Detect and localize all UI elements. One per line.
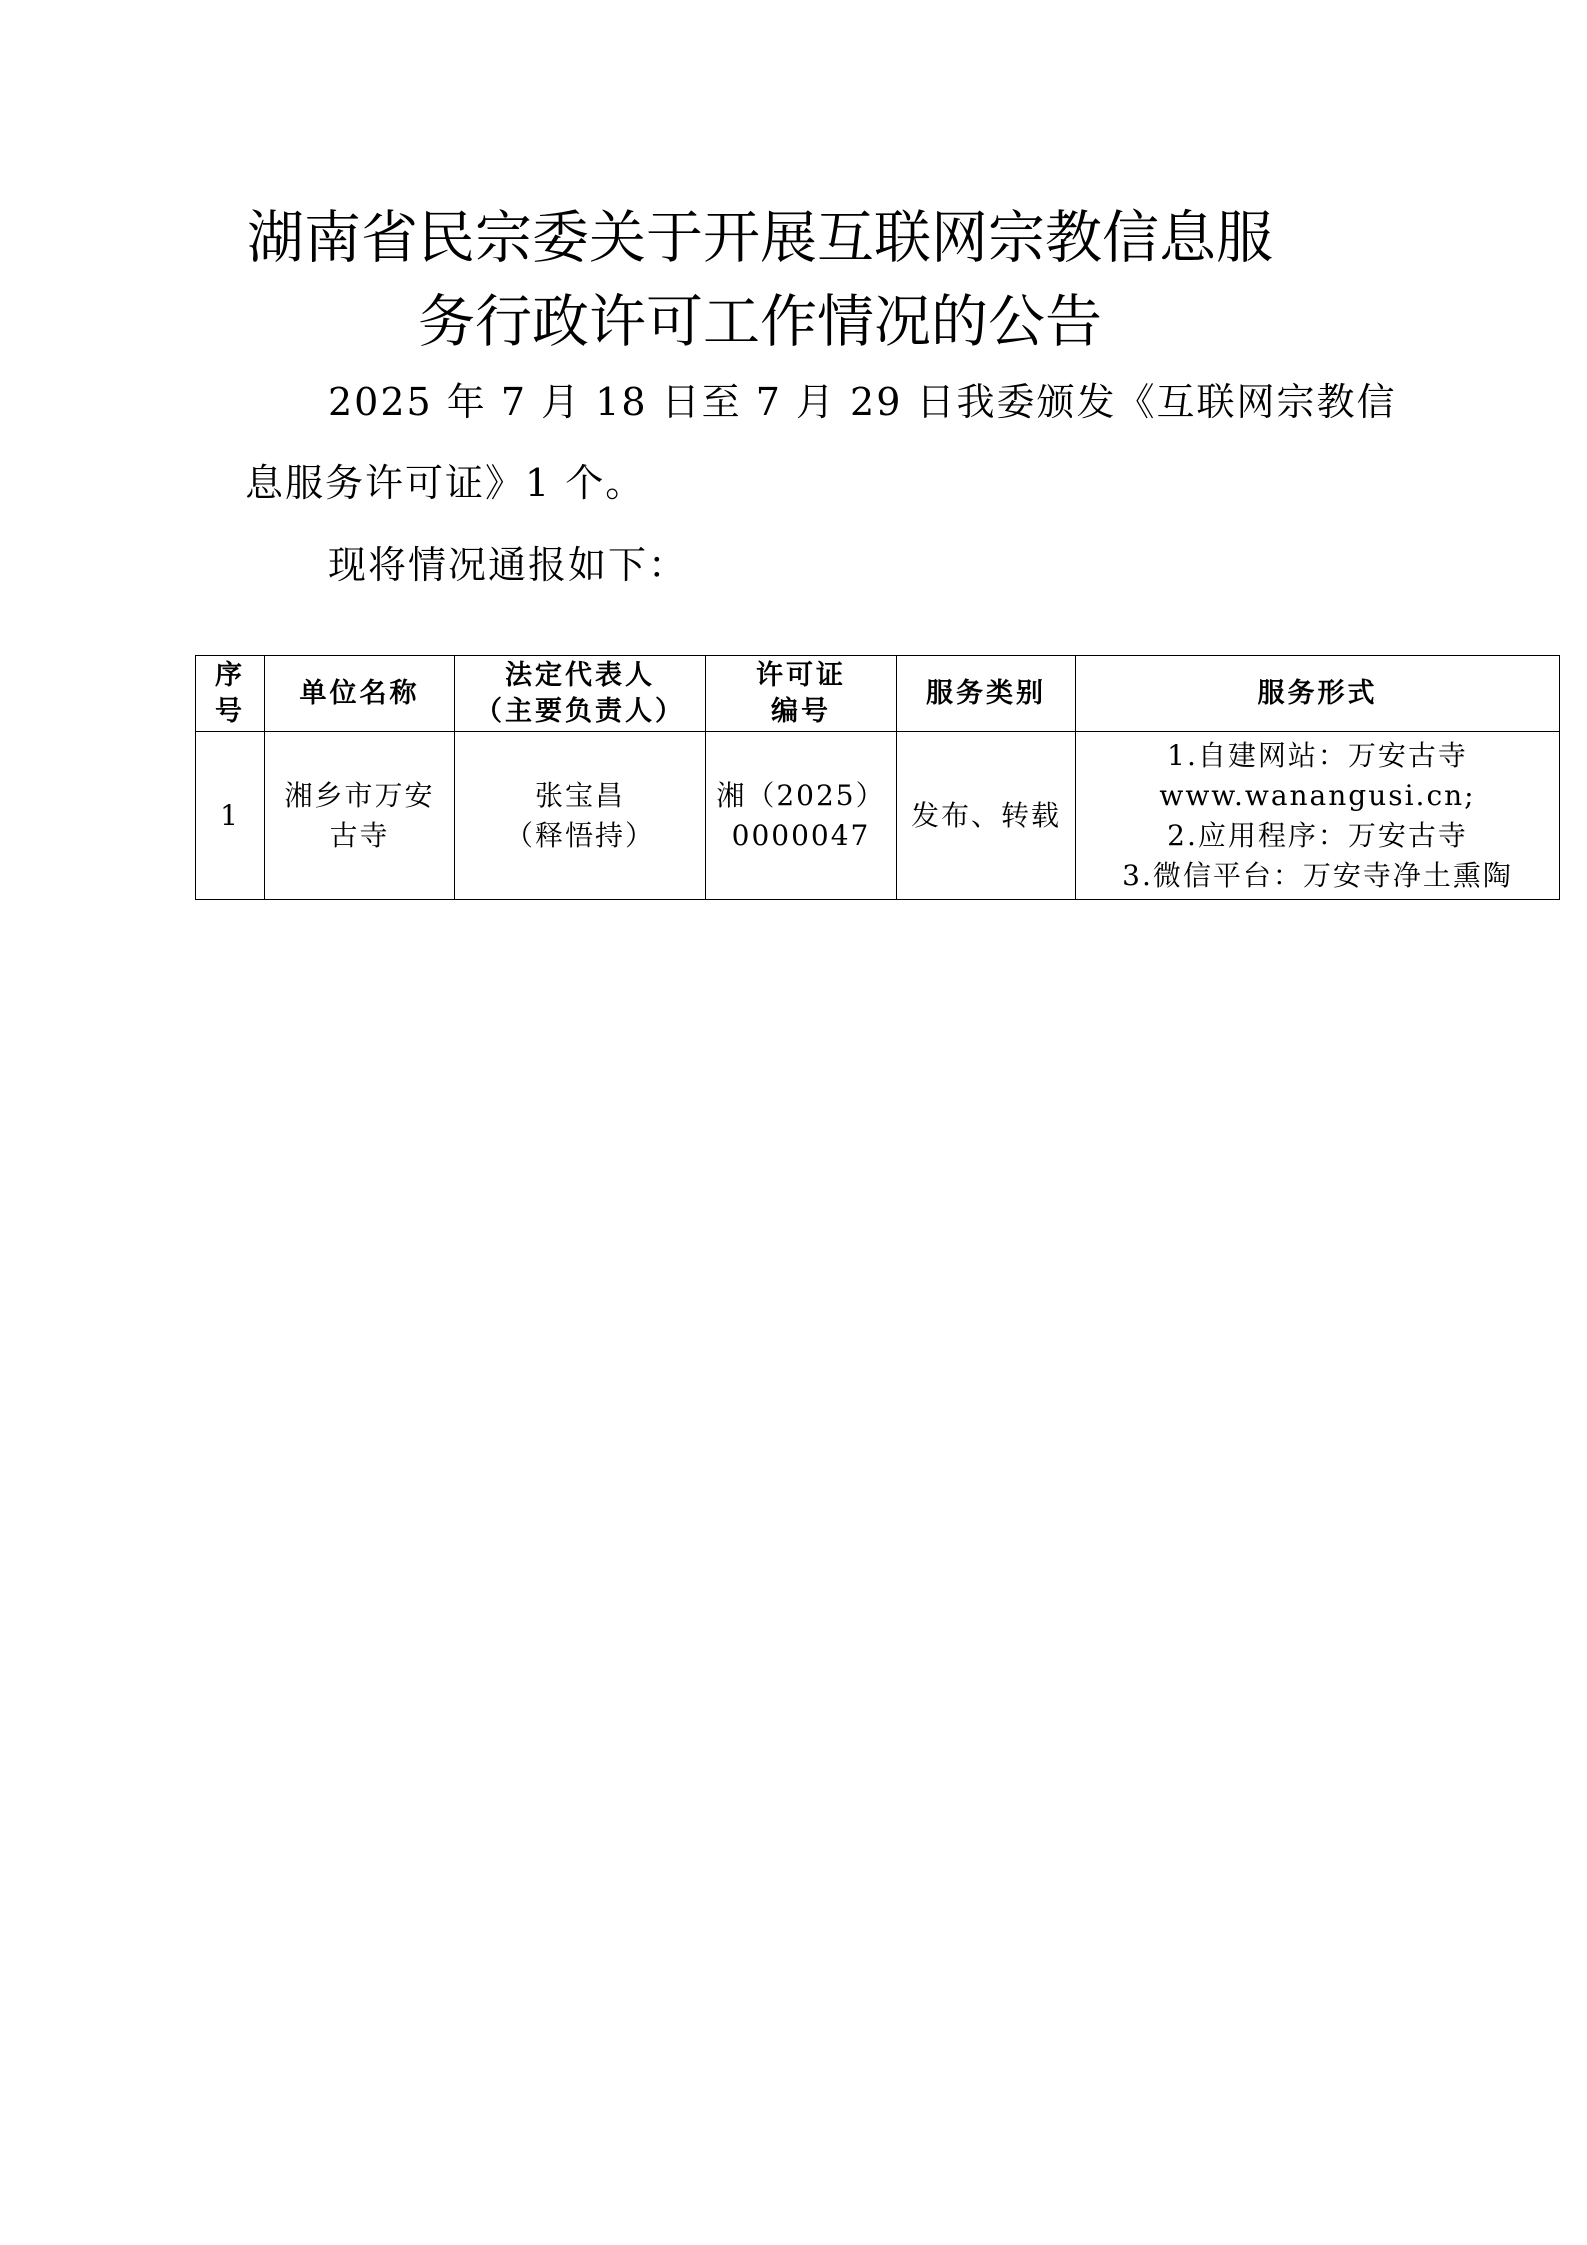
header-unit-name: 单位名称 [265, 656, 455, 732]
cell-service-form [1076, 732, 1560, 900]
cell-license-line: 湘（2025） [716, 778, 886, 812]
header-rep-line: 法定代表人 [505, 659, 655, 691]
header-license-line: 许可证 [756, 659, 846, 691]
header-rep-line: （主要负责人） [475, 695, 685, 727]
header-service-form: 服务形式 [1076, 656, 1560, 732]
body-paragraph-1-line-1: 2025 年 7 月 18 日至 7 月 29 日我委颁发《互联网宗教信 [328, 380, 1397, 424]
cell-rep-line: 张宝昌 [534, 778, 625, 812]
cell-form-line: www.wanangusi.cn; [1159, 778, 1476, 812]
body-paragraph-2: 现将情况通报如下： [328, 543, 689, 587]
cell-service-category: 发布、转载 [897, 732, 1076, 900]
license-table [195, 655, 1560, 900]
header-seq-line: 号 [215, 695, 245, 727]
cell-form-line: 2.应用程序：万安古寺 [1167, 818, 1468, 852]
cell-unit-line: 湘乡市万安 [284, 778, 435, 812]
header-seq-line: 序 [215, 659, 245, 691]
header-legal-representative [455, 656, 706, 732]
cell-rep-line: （释悟持） [504, 818, 655, 852]
cell-legal-representative [455, 732, 706, 900]
header-service-category: 服务类别 [897, 656, 1076, 732]
header-seq [196, 656, 265, 732]
cell-seq: 1 [196, 732, 265, 900]
table-row [196, 732, 1560, 900]
cell-form-line: 3.微信平台：万安寺净土熏陶 [1122, 858, 1513, 892]
cell-unit-line: 古寺 [329, 818, 390, 852]
cell-unit-name [265, 732, 455, 900]
cell-license-number [706, 732, 897, 900]
header-license-line: 编号 [771, 695, 831, 727]
header-license-number [706, 656, 897, 732]
body-paragraph-1-line-2: 息服务许可证》1 个。 [245, 461, 646, 505]
table-header-row [196, 656, 1560, 732]
cell-license-line: 0000047 [731, 818, 871, 852]
document-title-line-2: 务行政许可工作情况的公告 [418, 289, 1102, 355]
document-title-line-1: 湖南省民宗委关于开展互联网宗教信息服 [247, 205, 1273, 271]
cell-form-line: 1.自建网站：万安古寺 [1167, 738, 1468, 772]
